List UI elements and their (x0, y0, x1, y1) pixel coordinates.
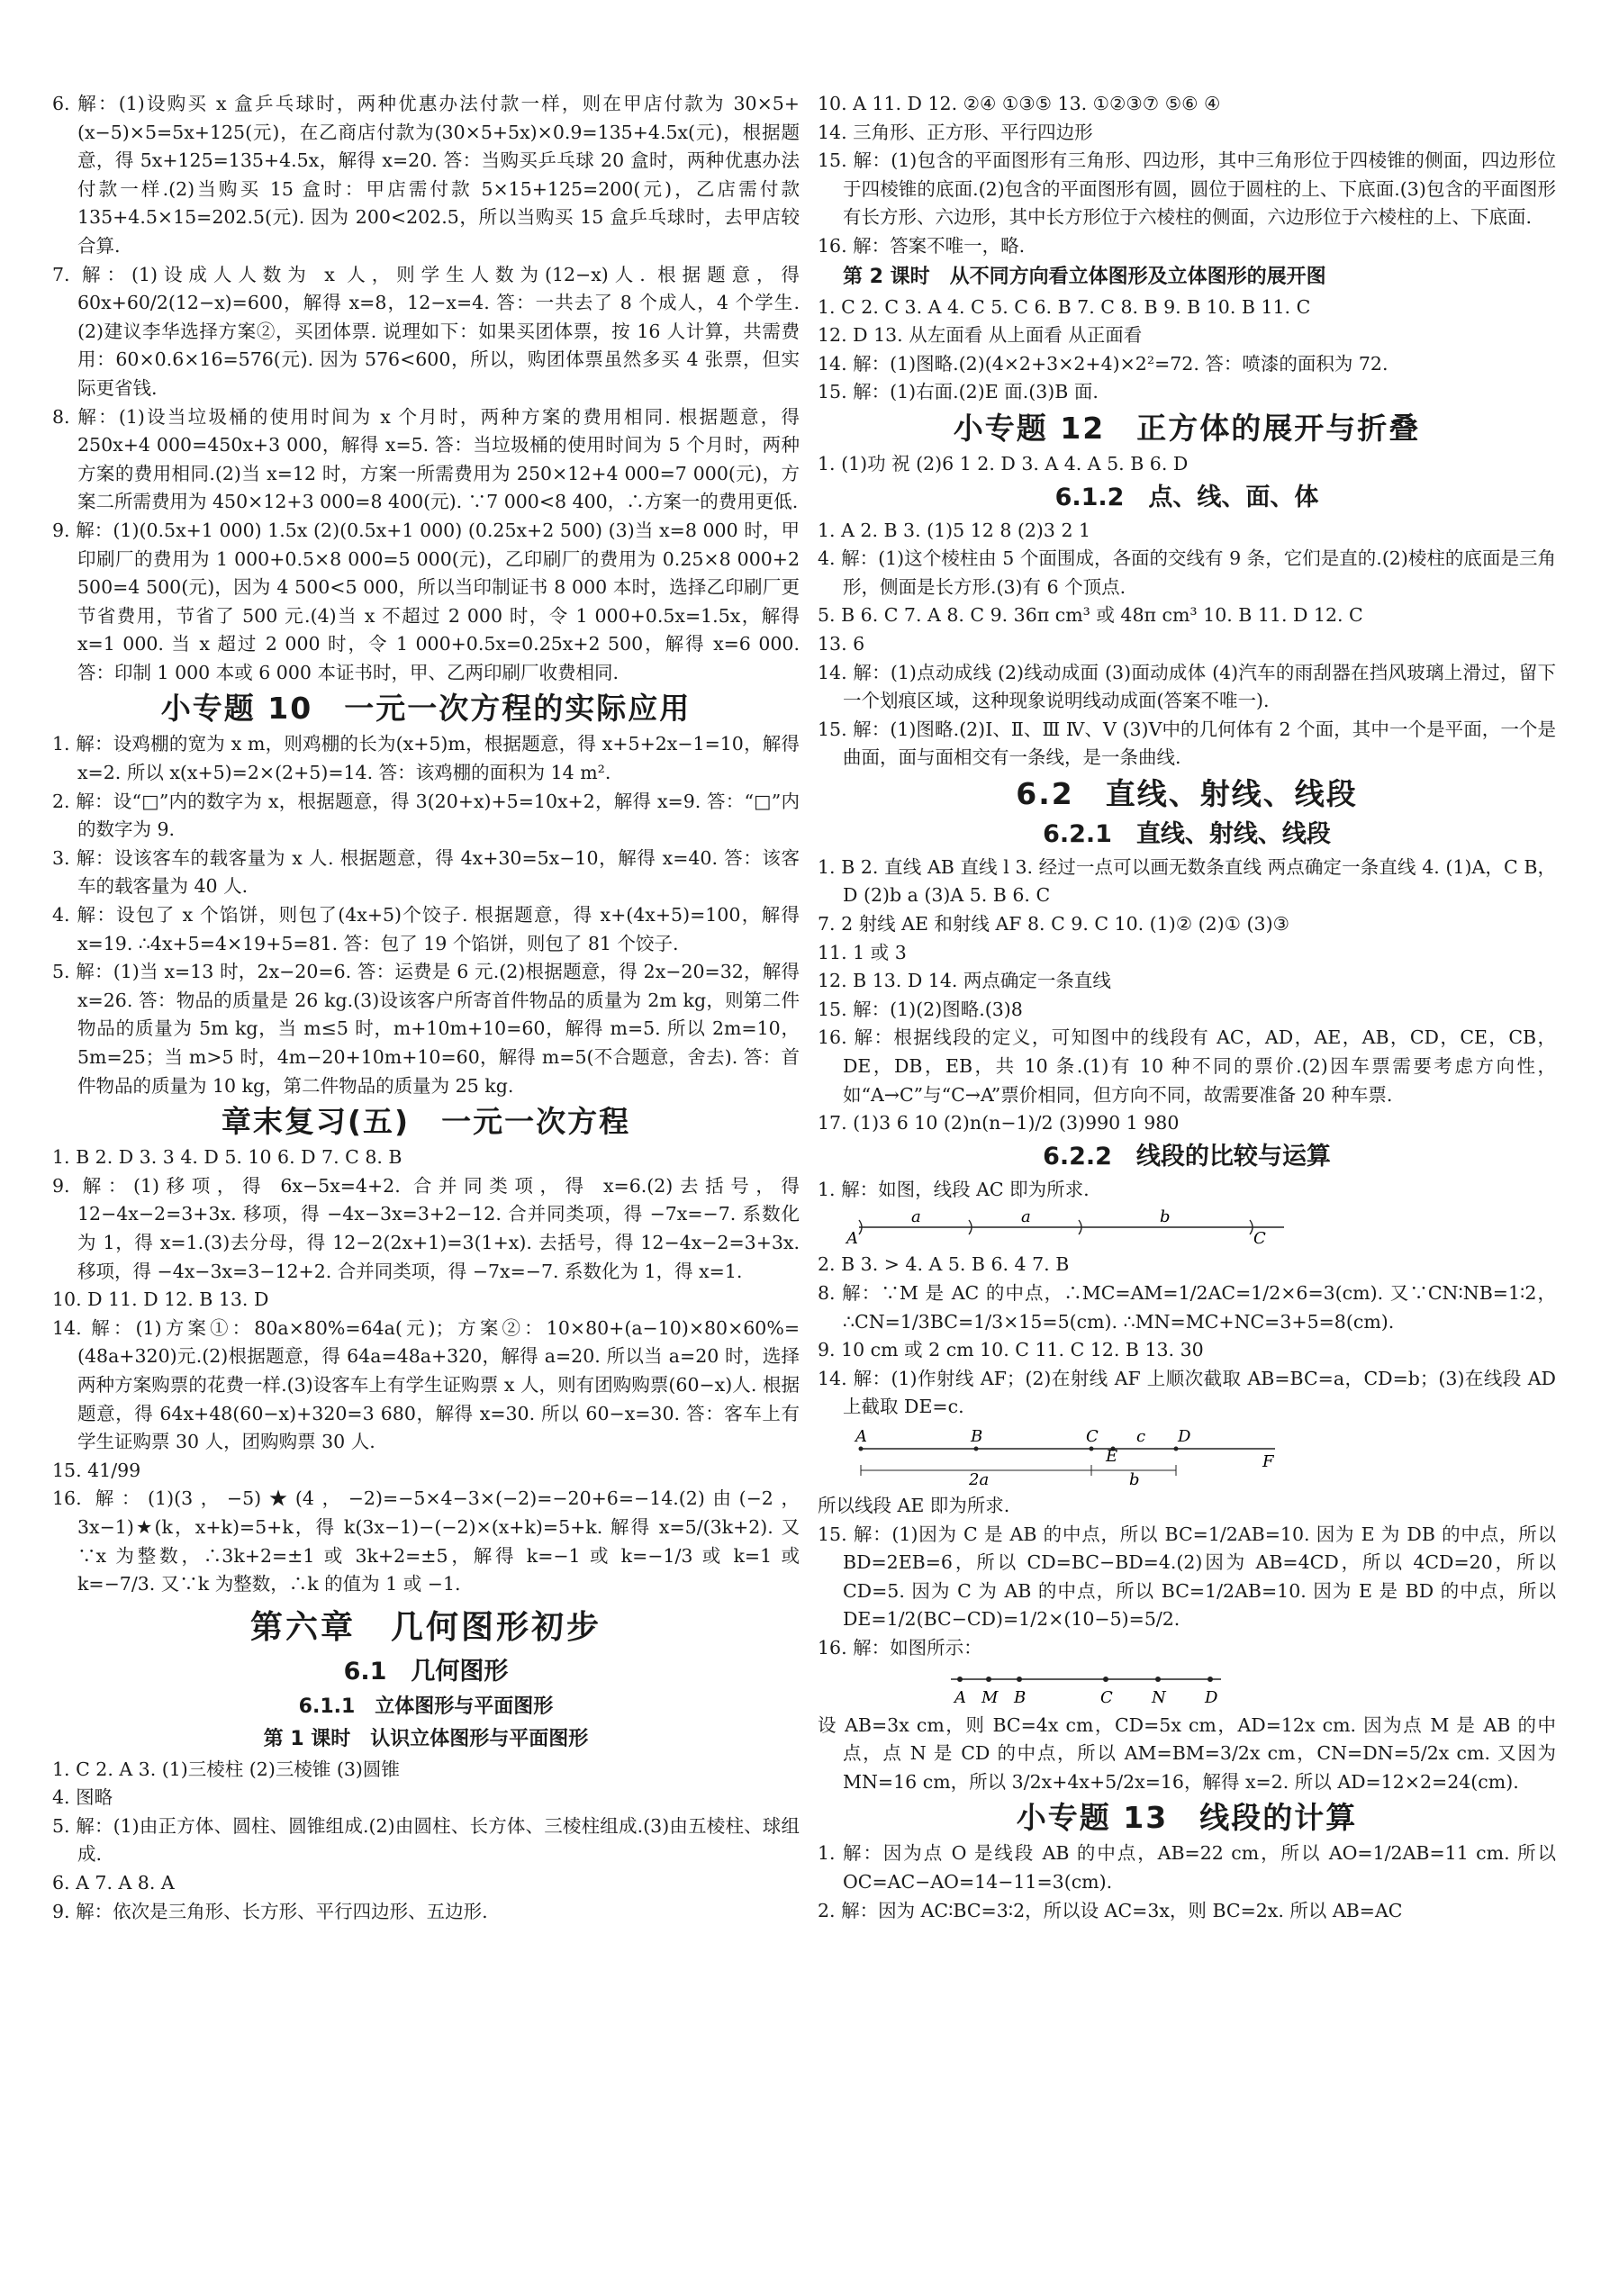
answer-9: 9. 解：(1)(0.5x+1 000) 1.5x (2)(0.5x+1 000) (0.25x+2 500) (3)当 x=8 000 时，甲印刷厂的费用为 1 000+0.5×8 000=5 000(元)，乙印刷厂的费用为 0.25×8 000+2 500=4 500(元)，因为 4 500<5 000，所以当印制证书 8 000 本时，选择乙印刷厂更节省费用，节省了 500 元.(4)当 x 不超过 2 000 时，令 1 000+0.5x=1.5x，解得 x=1 000. 当 x 超过 2 000 时，令 1 000+0.5x=0.25x+2 500，解得 x=6 000. 答：印制 1 000 本或 6 000 本证书时，甲、乙两印刷厂收费相同. (52, 519, 800, 683)
s12-answer-1: 1. (1)功 祝 (2)6 1 2. D 3. A 4. A 5. B 6. D (818, 452, 1189, 475)
lesson1-answer-16: 16. 解：答案不唯一，略. (818, 234, 1026, 257)
geo-answer-9: 9. 解：依次是三角形、长方形、平行四边形、五边形. (52, 1900, 488, 1922)
s621-answer-12: 12. B 13. D 14. 两点确定一条直线 (818, 970, 1111, 992)
fig16-label-A: A (954, 1687, 966, 1707)
section-heading-12: 小专题 12 正方体的展开与折叠 (953, 410, 1421, 446)
s622-answer-8: 8. 解：∵M 是 AC 的中点，∴MC=AM=1/2AC=1/2×6=3(cm). 又∵CN∶NB=1∶2，∴CN=1/3BC=1/3×15=5(cm). ∴MN=MC+NC=3+5=8(cm). (818, 1282, 1556, 1333)
s622-answer-16b: 设 AB=3x cm，则 BC=4x cm，CD=5x cm，AD=12x cm. 因为点 M 是 AB 的中点，点 N 是 CD 的中点，所以 AM=BM=3/2x cm，CN=DN=5/2x cm. 又因为 MN=16 cm，所以 3/2x+4x+5/2x=16，解得 x=2. 所以 AD=12×2=24(cm). (818, 1713, 1556, 1793)
lesson-2-heading: 第 2 课时 从不同方向看立体图形及立体图形的展开图 (843, 265, 1326, 288)
s621-answer-1: 1. B 2. 直线 AB 直线 l 3. 经过一点可以画无数条直线 两点确定一条直线 4. (1)A，C B，D (2)b a (3)A 5. B 6. C (818, 855, 1556, 907)
review-answer-14: 14. 解：(1)方案①：80a×80%=64a(元)；方案②：10×80+(a−10)×80×60%=(48a+320)元.(2)根据题意，得 64a=48a+320，解得 a=20. 所以当 a=20 时，选择两种方案购票的花费一样.(3)设客车上有学生证购票 x 人，则有团购购票(60−x)人. 根据题意，得 64x+48(60−x)+320=3 680，解得 x=30. 所以 60−x=30. 答：客车上有学生证购票 30 人，团购购票 30 人. (52, 1316, 800, 1453)
fig1-label-a2: a (1021, 1207, 1031, 1227)
fig16-label-B: B (1014, 1687, 1027, 1707)
fig14-label-D: D (1178, 1426, 1191, 1446)
s13-answer-1: 1. 解：因为点 O 是线段 AB 的中点，AB=22 cm，所以 AO=1/2AB=11 cm. 所以 OC=AC−AO=14−11=3(cm). (818, 1842, 1556, 1893)
fig14-label-F: F (1262, 1451, 1274, 1471)
geo-answer-1: 1. C 2. A 3. (1)三棱柱 (2)三棱锥 (3)圆锥 (52, 1758, 400, 1780)
fig1-label-a1: a (911, 1207, 921, 1227)
answer-7: 7. 解：(1)设成人人数为 x 人，则学生人数为(12−x)人. 根据题意，得 60x+60/2(12−x)=600，解得 x=8，12−x=4. 答：一共去了 8 个成人，4 个学生.(2)建议李华选择方案②，买团体票. 说理如下：如果买团体票，按 16 人计算，共需费用：60×0.6×16=576(元). 因为 576<600，所以，购团体票虽然多买 4 张票，但实际更省钱. (52, 263, 800, 399)
answer-8: 8. 解：(1)设当垃圾桶的使用时间为 x 个月时，两种方案的费用相同. 根据题意，得 250x+4 000=450x+3 000，解得 x=5. 答：当垃圾桶的使用时间为 5 个月时，两种方案的费用相同.(2)当 x=12 时，方案一所需费用为 250×12+4 000=7 000(元)，方案二所需费用为 450×12+3 000=8 400(元). ∵7 000<8 400，∴方案一的费用更低. (52, 405, 800, 513)
fig14-label-A: A (855, 1426, 867, 1446)
s10-answer-5: 5. 解：(1)当 x=13 时，2x−20=6. 答：运费是 6 元.(2)根据题意，得 2x−20=32，解得 x=26. 答：物品的质量是 26 kg.(3)设该客户所寄首件物品的质量为 2m kg，则第二件物品的质量为 5m kg，当 m≤5 时，m+10m+10=60，解得 m=5. 所以 2m=10，5m=25；当 m>5 时，4m−20+10m+10=60，解得 m=5(不合题意，舍去). 答：首件物品的质量为 10 kg，第二件物品的质量为 25 kg. (52, 961, 800, 1097)
s622-answer-16: 16. 解：如图所示： (818, 1636, 982, 1659)
lesson1-answer-15: 15. 解：(1)包含的平面图形有三角形、四边形，其中三角形位于四棱锥的侧面，四边形位于四棱锥的底面.(2)包含的平面图形有圆，圆位于圆柱的上、下底面.(3)包含的平面图形有长方形、六边形，其中长方形位于六棱柱的侧面，六边形位于六棱柱的上、下底面. (818, 149, 1556, 229)
fig14-label-b: b (1129, 1469, 1140, 1488)
lesson1-answer-14: 14. 三角形、正方形、平行四边形 (818, 121, 1093, 143)
s10-answer-4: 4. 解：设包了 x 个馅饼，则包了(4x+5)个饺子. 根据题意，得 x+(4x+5)=100，解得 x=19. ∴4x+5=4×19+5=81. 答：包了 19 个馅饼，则包了 81 个饺子. (52, 904, 800, 954)
answer-6: 6. 解：(1)设购买 x 盒乒乓球时，两种优惠办法付款一样，则在甲店付款为 30×5+(x−5)×5=5x+125(元)，在乙商店付款为(30×5+5x)×0.9=135+4.5x(元)，根据题意，得 5x+125=135+4.5x，解得 x=20. 答：当购买乒乓球 20 盒时，两种优惠办法付款一样.(2)当购买 15 盒时：甲店需付款 5×15+125=200(元)，乙店需付款 135+4.5×15=202.5(元). 因为 200<202.5，所以当购买 15 盒乒乓球时，去甲店较合算. (52, 93, 800, 257)
lesson1-answer-10: 10. A 11. D 12. ②④ ①③⑤ 13. ①②③⑦ ⑤⑥ ④ (818, 93, 1221, 114)
fig14-label-c: c (1136, 1426, 1146, 1446)
section-heading-13: 小专题 13 线段的计算 (1016, 1800, 1358, 1836)
s10-answer-2: 2. 解：设“□”内的数字为 x，根据题意，得 3(20+x)+5=10x+2，解得 x=9. 答：“□”内的数字为 9. (52, 790, 800, 841)
review-answer-9: 9. 解：(1)移项，得 6x−5x=4+2. 合并同类项，得 x=6.(2)去括号，得 12−4x−2=3+3x. 移项，得 −4x−3x=3+2−12. 合并同类项，得 −7x=−7. 系数化为 1，得 x=1.(3)去分母，得 12−2(2x+1)=3(1+x). 去括号，得 12−4x−2=3+3x. 移项，得 −4x−3x=3−12+2. 合并同类项，得 −7x=−7. 系数化为 1，得 x=1. (52, 1174, 800, 1282)
s621-answer-15: 15. 解：(1)(2)图略.(3)8 (818, 998, 1023, 1020)
lesson2-answer-12: 12. D 13. 从左面看 从上面看 从正面看 (818, 324, 1143, 347)
lesson2-answer-1: 1. C 2. C 3. A 4. C 5. C 6. B 7. C 8. B 9. B 10. B 11. C (818, 295, 1311, 318)
section-heading-6-2-1: 6.2.1 直线、射线、线段 (1043, 819, 1331, 848)
fig16-label-N: N (1152, 1687, 1166, 1707)
section-heading-6-1-1: 6.1.1 立体图形与平面图形 (298, 1695, 554, 1718)
review-answer-16: 16. 解：(1)(3，−5)★(4，−2)=−5×4−3×(−2)=−20+6=−14.(2)由(−2，3x−1)★(k，x+k)=5+k，得 k(3x−1)−(−2)×(x+k)=5+k. 解得 x=5/(3k+2). 又∵x 为整数，∴3k+2=±1 或 3k+2=±5，解得 k=−1 或 k=−1/3 或 k=1 或 k=−7/3. 又∵k 为整数，∴k 的值为 1 或 −1. (52, 1487, 800, 1595)
s612-answer-1: 1. A 2. B 3. (1)5 12 8 (2)3 2 1 (818, 519, 1091, 541)
section-heading-6-2-2: 6.2.2 线段的比较与运算 (1043, 1142, 1331, 1171)
section-heading-6-1-2: 6.1.2 点、线、面、体 (1054, 483, 1319, 511)
geo-answer-6: 6. A 7. A 8. A (52, 1872, 175, 1894)
s612-answer-4: 4. 解：(1)这个棱柱由 5 个面围成，各面的交线有 9 条，它们是直的.(2)棱柱的底面是三角形，侧面是长方形.(3)有 6 个顶点. (818, 547, 1556, 598)
s10-answer-3: 3. 解：设该客车的载客量为 x 人. 根据题意，得 4x+30=5x−10，解得 x=40. 答：该客车的载客量为 40 人. (52, 846, 800, 898)
s622-answer-15: 15. 解：(1)因为 C 是 AB 的中点，所以 BC=1/2AB=10. 因为 E 为 DB 的中点，所以 BD=2EB=6，所以 CD=BC−BD=4.(2)因为 AB=4CD，所以 4CD=20，所以 CD=5. 因为 C 为 AB 的中点，所以 BC=1/2AB=10. 因为 E 是 BD 的中点，所以 DE=1/2(BC−CD)=1/2×(10−5)=5/2. (818, 1523, 1556, 1631)
fig1-label-b: b (1160, 1207, 1171, 1227)
s612-answer-14: 14. 解：(1)点动成线 (2)线动成面 (3)面动成体 (4)汽车的雨刮器在挡风玻璃上滑过，留下一个划痕区域，这种现象说明线动成面(答案不唯一). (818, 661, 1556, 712)
review-answer-1: 1. B 2. D 3. 3 4. D 5. 10 6. D 7. C 8. B (52, 1146, 403, 1169)
lesson2-answer-14: 14. 解：(1)图略.(2)(4×2+3×2+4)×2²=72. 答：喷漆的面积为 72. (818, 352, 1388, 375)
fig1-label-A: A (846, 1229, 858, 1248)
s612-answer-15: 15. 解：(1)图略.(2)Ⅰ、Ⅱ、Ⅲ Ⅳ、Ⅴ (3)Ⅴ中的几何体有 2 个面，其中一个是平面，一个是曲面，面与面相交有一条线，是一条曲线. (818, 718, 1556, 769)
fig14-label-B: B (971, 1426, 983, 1446)
s622-answer-14b: 所以线段 AE 即为所求. (818, 1494, 1010, 1516)
s622-answer-2: 2. B 3. > 4. A 5. B 6. 4 7. B (818, 1253, 1070, 1276)
lesson-1-heading: 第 1 课时 认识立体图形与平面图形 (263, 1727, 589, 1750)
s622-answer-1: 1. 解：如图，线段 AC 即为所求. (818, 1178, 1090, 1200)
s612-answer-5: 5. B 6. C 7. A 8. C 9. 36π cm³ 或 48π cm³ 10. B 11. D 12. C (818, 604, 1363, 627)
review-answer-10: 10. D 11. D 12. B 13. D (52, 1288, 269, 1311)
segment-figure-16 (843, 1667, 1556, 1708)
s621-answer-16: 16. 解：根据线段的定义，可知图中的线段有 AC，AD，AE，AB，CD，CE，CB，DE，DB，EB，共 10 条.(1)有 10 种不同的票价.(2)因车票需要考虑方向性，如“A→C”与“C→A”票价相同，但方向不同，故需要准备 20 种车票. (818, 1026, 1556, 1106)
fig16-label-M: M (981, 1687, 999, 1707)
right-column (818, 90, 1556, 1925)
s621-answer-11: 11. 1 或 3 (818, 941, 907, 963)
fig1-label-C: C (1253, 1229, 1266, 1248)
review-answer-15: 15. 41/99 (52, 1459, 141, 1481)
section-heading-10: 小专题 10 一元一次方程的实际应用 (160, 691, 692, 727)
geo-answer-5: 5. 解：(1)由正方体、圆柱、圆锥组成.(2)由圆柱、长方体、三棱柱组成.(3)由五棱柱、球组成. (52, 1814, 800, 1866)
fig14-label-C: C (1086, 1426, 1099, 1446)
s621-answer-7: 7. 2 射线 AE 和射线 AF 8. C 9. C 10. (1)② (2)① (3)③ (818, 913, 1289, 936)
s622-answer-14: 14. 解：(1)作射线 AF；(2)在射线 AF 上顺次截取 AB=BC=a，CD=b；(3)在线段 AD 上截取 DE=c. (818, 1367, 1556, 1418)
fig14-label-E: E (1106, 1446, 1118, 1466)
lesson2-answer-15: 15. 解：(1)右面.(2)E 面.(3)B 面. (818, 381, 1099, 403)
s612-answer-13: 13. 6 (818, 632, 865, 655)
s622-answer-9: 9. 10 cm 或 2 cm 10. C 11. C 12. B 13. 30 (818, 1339, 1204, 1361)
section-heading-6-2: 6.2 直线、射线、线段 (1016, 775, 1358, 811)
fig16-label-C: C (1100, 1687, 1113, 1707)
geo-answer-4: 4. 图略 (52, 1786, 113, 1809)
segment-figure-1 (843, 1207, 1556, 1247)
s10-answer-1: 1. 解：设鸡棚的宽为 x m，则鸡棚的长为(x+5)m，根据题意，得 x+5+2x−1=10，解得 x=2. 所以 x(x+5)=2×(2+5)=14. 答：该鸡棚的面积为 14 m². (52, 733, 800, 784)
section-heading-review: 章末复习(五) 一元一次方程 (221, 1104, 631, 1140)
left-column (52, 90, 800, 1926)
fig16-label-D: D (1205, 1687, 1218, 1707)
s621-answer-17: 17. (1)3 6 10 (2)n(n−1)/2 (3)990 1 980 (818, 1112, 1180, 1134)
fig14-label-2a: 2a (969, 1469, 990, 1488)
section-heading-6-1: 6.1 几何图形 (343, 1657, 509, 1686)
chapter-title: 第六章 几何图形初步 (249, 1608, 602, 1646)
segment-figure-14 (843, 1425, 1556, 1488)
s13-answer-2: 2. 解：因为 AC∶BC=3∶2，所以设 AC=3x，则 BC=2x. 所以 AB=AC (818, 1899, 1403, 1921)
